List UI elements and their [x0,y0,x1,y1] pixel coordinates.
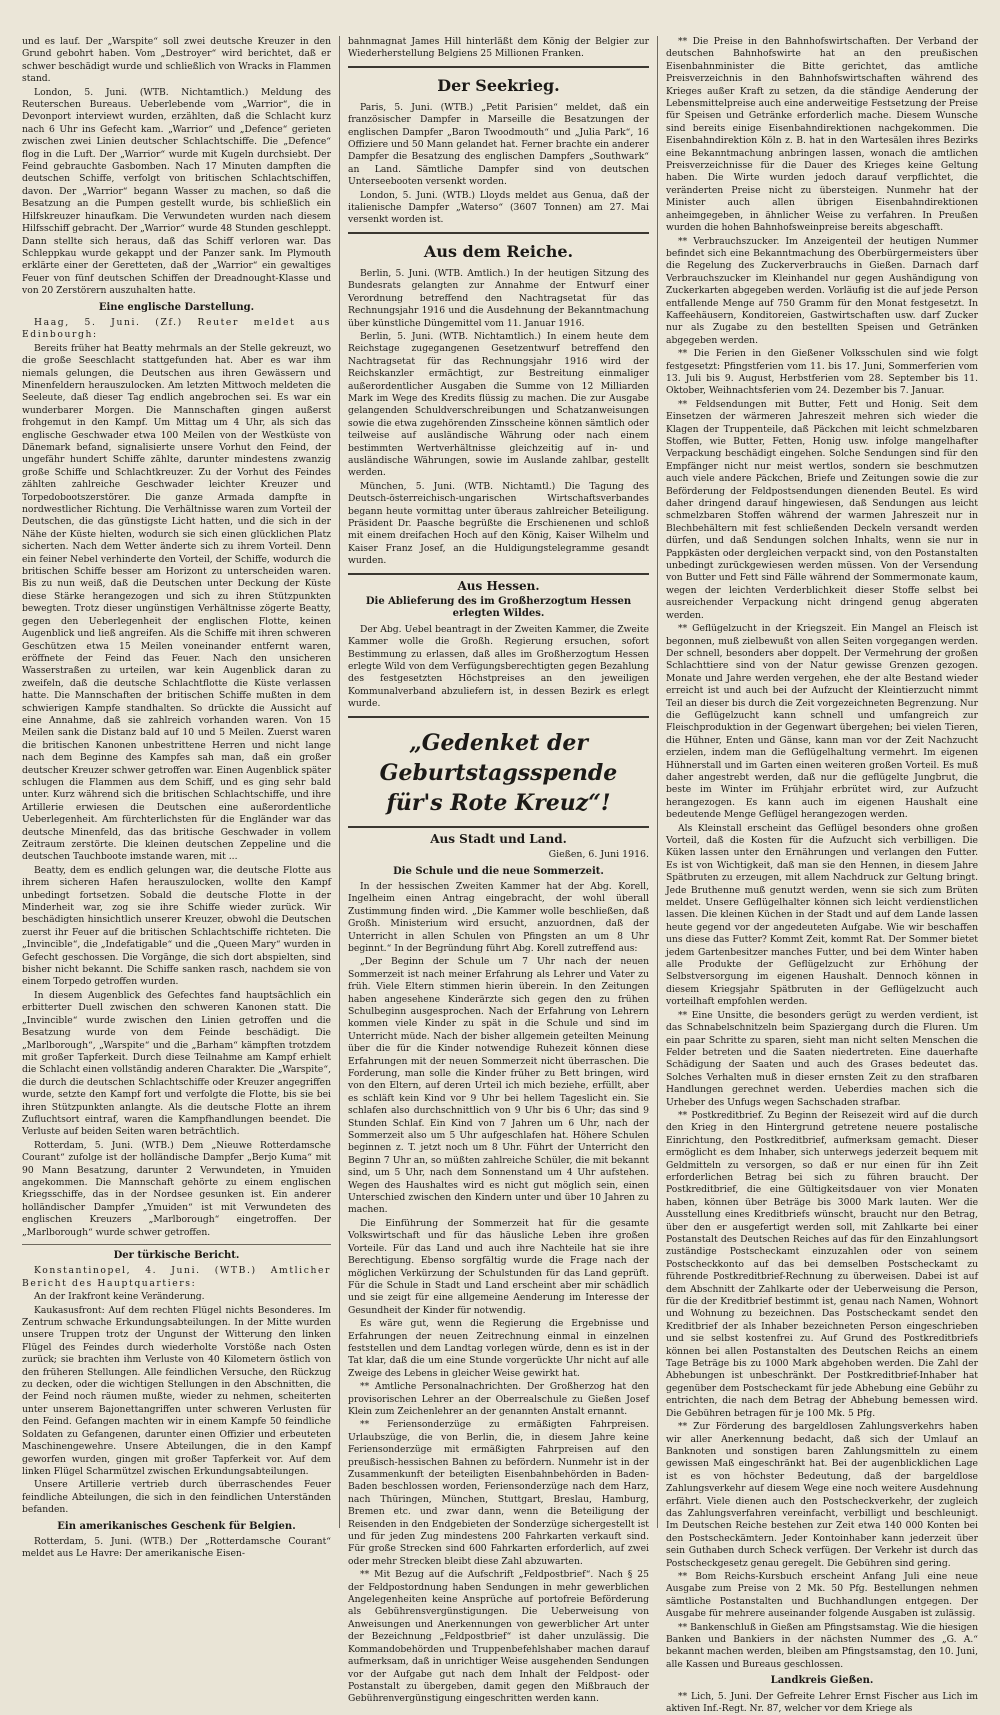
paragraph: Konstantinopel, 4. Juni. (WTB.) Amtlicher Bericht des Hauptquartiers: [22,1265,331,1289]
divider [22,1244,331,1245]
paragraph: ** Lich, 5. Juni. Der Gefreite Lehrer Ernst Fischer aus Lich im aktiven Inf.-Regt. Nr. 87, welcher vor dem Kriege als [666,1690,978,1715]
paragraph: In der hessischen Zweiten Kammer hat der Abg. Korell, Ingelheim einen Antrag eingebracht, der wohl überall Zustimmung finden wird. „Die Kammer wolle beschließen, daß Großh. Ministerium wird ersucht, anzuordnen, daß der Unterricht in allen Schulen von Pfingsten an um 8 Uhr beginnt.“ In der Begründung führt Abg. Korell zutreffend aus: [348,880,649,954]
column-middle [340,36,658,1705]
paragraph: ** Bankenschluß in Gießen am Pfingstsamstag. Wie die hiesigen Banken und Bankiers in der nächsten Nummer des „G. A.“ bekannt machen werden, bleiben am Pfingstsamstag, den 10. Juni, alle Kassen und Bureaus geschlossen. [666,1621,978,1670]
paragraph: Rotterdam, 5. Juni. (WTB.) Dem „Nieuwe Rotterdamsche Courant“ zufolge ist der holländische Dampfer „Berjo Kuma“ mit 90 Mann Besatzung, darunter 2 Verwundeten, in Ymuiden angekommen. Die Mannschaft gehörte zu einem englischen Kriegsschiffe, das in der Nordsee gesunken ist. Ein anderer holländischer Dampfer „Ymuiden“ ist mit Verwundeten des englischen Kreuzers „Marlborough“ eingetroffen. Der „Marlborough“ wurde schwer getroffen. [22,1139,331,1238]
paragraph: Kaukasusfront: Auf dem rechten Flügel nichts Besonderes. Im Zentrum schwache Erkundungsabteilungen. In der Mitte wurden unsere Truppen trotz der Ungunst der Witterung den linken Flügel des Feindes durch wiederholte Vorstöße nach Osten zurück; sie brachten ihm Verluste von 40 Kilometern östlich von den früheren Stellungen. Alle feindlichen Versuche, den Rückzug zu decken, oder die wichtigen Stellungen in den Abschnitten, die der Feind noch räumen mußte, wieder zu nehmen, scheiterten unter unserem Bajonettangriffen unter schweren Verlusten für den Feind. Gefangen machten wir in einem Kampfe 50 feindliche Soldaten zu Gefangenen, darunter einen Offizier und erbeuteten Maschinengewehre. Unsere Abteilungen, die in den Kampf geworfen wurden, gingen mit großer Tapferkeit vor. Auf dem linken Flügel Scharmützel zwischen Erkundungsabteilungen. [22,1304,331,1477]
paragraph: und es lauf. Der „Warspite“ soll zwei deutsche Kreuzer in den Grund gebohrt haben. Vom „Destroyer“ wird berichtet, daß er schwer beschädigt wurde und schließlich von Wracks in Flammen stand. [22,36,331,85]
heading-seekrieg: Der Seekrieg. [437,75,560,95]
paragraph: Berlin, 5. Juni. (WTB. Amtlich.) In der heutigen Sitzung des Bundesrats gelangten zur Annahme der Entwurf einer Verordnung betreffend den Nachtragsetat für das Rechnungsjahr 1916 und die Ausdehnung der Bekanntmachung über künstliche Düngemittel vom 11. Januar 1916. [348,267,649,329]
heading-aus-dem-reiche: Aus dem Reiche. [423,241,574,261]
paragraph: ** Die Preise in den Bahnhofswirtschaften. Der Verband der deutschen Bahnhofswirte hat an den preußischen Eisenbahnminister die Bitte gerichtet, das amtliche Preisverzeichnis in den Bahnhofswirtschaften während des Krieges außer Kraft zu setzen, da die ständige Aenderung der Lebensmittelpreise auch eine anderweitige Festsetzung der Preise für Speisen und Getränke erforderlich mache. Diesem Wunsche sind bereits einige Eisenbahndirektionen nachgekommen. Die Eisenbahndirektion Köln z. B. hat in den Wartesälen ihres Bezirks eine Bekanntmachung anbringen lassen, wonach die amtlichen Preisverzeichnisse für die Dauer des Krieges keine Geltung haben. Die Wirte wurden jedoch darauf verpflichtet, die veränderten Preise nicht zu übersteigen. Nunmehr hat der Minister auch allen übrigen Eisenbahndirektionen anheimgegeben, in ähnlicher Weise zu verfahren. In Preußen wurden die hohen Bahnhofsweinpreise bereits abgeschafft. [666,36,978,234]
divider [348,66,649,68]
subheading-wild: Die Ablieferung des im Großherzogtum Hessen erlegten Wildes. [365,596,632,620]
heading-english-account: Eine englische Darstellung. [98,301,255,313]
column-container [22,36,978,1715]
paragraph: Die Einführung der Sommerzeit hat für die gesamte Volkswirtschaft und für das häusliche Leben ihre großen Vorteile. Für das Land und auch ihre Nachteile hat sie ihre Berechtigung. Ebenso sorgfältig wurde die Frage nach der möglichen Verkürzung der Schulstunden für das Land geprüft. Für die Schule in Stadt und Land erscheint aber mir schädlich und sie zeigt für eine allgemeine Aenderung im Interesse der Gesundheit der Kinder für notwendig. [348,1217,649,1316]
paragraph: Paris, 5. Juni. (WTB.) „Petit Parisien“ meldet, daß ein französischer Dampfer in Marseille die Besatzungen der englischen Dampfer „Baron Twoodmouth“ und „Julia Park“, 16 Offiziere und 50 Mann gelandet hat. Ferner brachte ein anderer Dampfer die Besatzung des englischen Dampfers „Southwark“ an Land. Sämtliche Dampfer sind von deutschen Unterseebooten versenkt worden. [348,101,649,188]
dateline: Gießen, 6. Juni 1916. [548,849,649,861]
english-account [22,317,331,1239]
divider [348,232,649,234]
heading-schule-sommerzeit: Die Schule und die neue Sommerzeit. [393,865,604,877]
paragraph: Rotterdam, 5. Juni. (WTB.) Der „Rotterdamsche Courant“ meldet aus Le Havre: Der amerikanische Eisen- [22,1535,331,1560]
paragraph: Unsere Artillerie vertrieb durch überraschendes Feuer feindliche Abteilungen, die sich in den feindlichen Unterständen befanden. [22,1479,331,1516]
paragraph: London, 5. Juni. (WTB. Nichtamtlich.) Meldung des Reuterschen Bureaus. Ueberlebende vom „Warrior“, die in Devonport interviewt wurden, erzählten, daß die Schlacht kurz nach 6 Uhr ins Gefecht kam. „Warrior“ und „Defence“ gerieten zwischen zwei Linien deutscher Schlachtschiffe. Die „Defence“ flog in die Luft. Der „Warrior“ wurde mit Kugeln durchsiebt. Der Feind gebrauchte Gasbomben. Nach 17 Minuten dampften die deutschen Schiffe, verfolgt von britischen Schlachtschiffen, davon. Der „Warrior“ begann Wasser zu machen, so daß die Besatzung an die Pumpen gestellt wurde, bis schließlich ein Hilfskreuzer hinaufkam. Die Verwundeten wurden nach diesem Hilfsschiff gebracht. Der „Warrior“ wurde 48 Stunden geschleppt. Dann stellte sich heraus, daß das Schiff verloren war. Das Schleppkau wurde gekappt und der Panzer sank. Im Plymouth erklärte einer der Geretteten, daß der „Warrior“ ein gewaltiges Feuer von fünf deutschen Schiffen der Dreadnought-Klasse und von 20 Zerstörern auszuhalten hatte. [22,86,331,297]
paragraph: ** Mit Bezug auf die Aufschrift „Feldpostbrief“. Nach § 25 der Feldpostordnung haben Sendungen in mehr gewerblichen Angelegenheiten keine Ansprüche auf portofreie Beförderung als Gebührensvergünstigungen. Die Ueberweisung von Anweisungen und Anerkennungen von gewerblicher Art unter der Bezeichnung „Feldpostbrief“ ist daher unzulässig. Die Kommandobehörden und Truppenbefehlshaber machen darauf aufmerksam, daß in unrichtiger Weise ausgehenden Sendungen vor der Aufgabe gut nach dem Inhalt der Feldpost- oder Postanstalt zu übergeben, damit gegen den Mißbrauch der Gebührenvergünstigung eingeschritten werden kann. [348,1569,649,1705]
heading-stadt-und-land: Aus Stadt und Land. [430,831,567,846]
paragraph: ** Verbrauchszucker. Im Anzeigenteil der heutigen Nummer befindet sich eine Bekanntmachung des Oberbürgermeisters über die Regelung des Zuckerverbrauchs in Gießen. Darnach darf Verbrauchszucker im Kleinhandel nur gegen Aushändigung von Zuckerkarten abgegeben werden. Vorläufig ist die auf jede Person entfallende Menge auf 750 Gramm für den Monat festgesetzt. In Kaffeehäusern, Konditoreien, Gastwirtschaften usw. darf Zucker nur als Zugabe zu den bestellten Speisen und Getränken abgegeben werden. [666,235,978,346]
paragraph: ** Geflügelzucht in der Kriegszeit. Ein Mangel an Fleisch ist begonnen, muß zielbewußt von allen Seiten vorgegangen werden. Der schnell, besonders aber doppelt. Der Vermehrung der großen Schlachttiere sind von der Natur gewisse Grenzen gezogen. Monate und Jahre werden vergehen, ehe der alte Bestand wieder erreicht ist und auch bei der Aufzucht der Kleintierzucht nimmt Teil an dieser bis durch die Zeit vorgezeichneten Begrenzung. Nur die Geflügelzucht kann schnell und umfangreich zur Fleischproduktion in der Gegenwart übergehen; bei vielen Tieren, die Hühner, Enten und Gänse, kann man vor der Zeit Nachzucht erzielen, indem man die Geflügelhaltung vermehrt. Im eigenen Hühnerstall und im Garten einen weiteren großen Vorteil. Es muß daher angestrebt werden, daß nur die geflügelte Jungbrut, die beste im Winter im Frühjahr erbrütet wird, zur Aufzucht herangezogen. Es kann auch im eigenen Haushalt eine bedeutende Menge Geflügel herangezogen werden. [666,623,978,821]
paragraph: Es wäre gut, wenn die Regierung die Ergebnisse und Erfahrungen der neuen Zeitrechnung einmal in einzelnen feststellen und dem Landtag vorlegen würde, denn es ist in der Tat klar, daß die um eine Stunde vorgerückte Uhr nicht auf alle Zweige des Lebens in gleicher Weise gewirkt hat. [348,1318,649,1379]
paragraph: bahnmagnat James Hill hinterläßt dem König der Belgier zur Wiederherstellung Belgiens 25 Millionen Franken. [348,36,649,60]
divider [348,716,649,718]
paragraph: ** Eine Unsitte, die besonders gerügt zu werden verdient, ist das Schnabelschnitzeln beim Spaziergang durch die Fluren. Um ein paar Schritte zu sparen, sieht man nicht selten Menschen die Felder betreten und die Saaten niedertreten. Eine dauerhafte Schädigung der Saaten und auch des Grases bedeutet das. Solches Verhalten muß in dieser ernsten Zeit zu den strafbaren Handlungen gerechnet werden. Ueberdies machen sich die Urheber des Unfugs wegen Sachschaden strafbar. [666,1009,978,1108]
column-right [658,36,978,1715]
paragraph: ** Feriensonderzüge zu ermäßigten Fahrpreisen. Urlaubszüge, die von Berlin, die, in diesem Jahre keine Feriensonderzüge mit ermäßigten Fahrpreisen auf den preußisch-hessischen Bahnen zu befördern. Nunmehr ist in der Zusammenkunft der beteiligten Eisenbahnbehörden in Baden-Baden beschlossen worden, Feriensonderzüge nach dem Harz, nach Thüringen, München, Stuttgart, Breslau, Hamburg, Bremen etc. und zwar dann, wenn die Beteiligung der Reisenden in den Endgebieten der Sonderzüge sichergestellt ist und für jeden Zug mindestens 200 Fahrkarten verkauft sind. Für große Strecken sind 600 Fahrkarten erforderlich, auf zwei oder mehr Strecken bleibt diese Zahl abzuwarten. [348,1419,649,1567]
turkish-report [22,1265,331,1516]
heading-landkreis: Landkreis Gießen. [770,1675,874,1687]
paragraph: Haag, 5. Juni. (Zf.) Reuter meldet aus Edinbourgh: [22,316,331,341]
paragraph: ** Postkreditbrief. Zu Beginn der Reisezeit wird auf die durch den Krieg in den Hintergrund getretene neuere postalische Einrichtung, den Postkreditbrief, aufmerksam gemacht. Dieser ermöglicht es dem Inhaber, sich unterwegs jederzeit bequem mit Geldmitteln zu versorgen, so daß er nur einen für ihn Zeit erforderlichen Betrag bei sich zu führen braucht. Der Postkreditbrief, die eine Gültigkeitsdauer von vier Monaten haben, können über Beträge bis 3000 Mark lauten. Wer die Ausstellung eines Kreditbriefs wünscht, braucht nur den Betrag, über den er ausgefertigt werden soll, mit Zahlkarte bei einer Postanstalt des Deutschen Reiches auf das für den Einzahlungsort zuständige Postscheckamt einzuzahlen oder von seinem Postscheckkonto auf das bei demselben Postscheckamt zu führende Postkreditbrief-Rechnung zu überweisen. Dabei ist auf dem Abschnitt der Zahlkarte oder der Ueberweisung die Person, für die der Kreditbrief bestimmt ist, genau nach Namen, Wohnort und Wohnung zu bezeichnen. Das Postscheckamt sendet den Kreditbrief der als Inhaber bezeichneten Person eingeschrieben und sie selbst kostenfrei zu. Auf Grund des Postkreditbriefs können bei allen Postanstalten des Deutschen Reichs an einem Tage Beträge bis zu 1000 Mark abgehoben werden. Die Zahl der Abhebungen ist unbeschränkt. Der Postkreditbrief-Inhaber hat gegenüber dem Postscheckamt für jede Abhebung eine Gebühr zu entrichten, die nach dem Betrag der Abhebung bemessen wird. Die Gebühren betragen für je 100 Mk. 5 Pfg. [666,1109,978,1419]
paragraph: ** Die Ferien in den Gießener Volksschulen sind wie folgt festgesetzt: Pfingstferien vom 11. bis 17. Juni, Sommerferien vom 13. Juli bis 9. August, Herbstferien vom 28. September bis 11. Oktober, Weihnachtsferien vom 24. Dezember bis 7. Januar. [666,348,978,397]
paragraph: Der Abg. Uebel beantragt in der Zweiten Kammer, die Zweite Kammer wolle die Großh. Regierung ersuchen, sofort Bestimmung zu erlassen, daß alles im Großherzogtum Hessen erlegte Wild von dem Verfügungsberechtigten gegen Bezahlung des festgesetzten Höchstpreises an den jeweiligen Kommunalverband abzuliefern ist, in dessen Bezirk es erlegt wurde. [348,623,649,710]
paragraph: ** Feldsendungen mit Butter, Fett und Honig. Seit dem Einsetzen der wärmeren Jahreszeit mehren sich wieder die Klagen der Truppenteile, daß Päckchen mit leicht schmelzbaren Stoffen, wie Butter, Fetten, Honig usw. infolge mangelhafter Verpackung beschädigt eingehen. Solche Sendungen sind für den Empfänger nicht nur meist wertlos, sondern sie beschmutzen auch viele andere Päckchen, Briefe und Zeitungen sowie die zur Beförderung der Feldpostsendungen dienenden Beutel. Es wird daher dringend darauf hingewiesen, daß Sendungen aus leicht schmelzbaren Stoffen während der warmen Jahreszeit nur in Blechbehältern mit fest schließenden Deckeln versandt werden dürfen, und daß Sendungen solchen Inhalts, wenn sie nur in Pappkästen oder dergleichen verpackt sind, von den Postanstalten unbedingt zurückgewiesen werden müssen. Von der Versendung von Butter und Fett sind Fälle während der Sommermonate kaum, wegen der leichten Verderblichkeit dieser Stoffe selbst bei ausreichender Verpackung nicht dringend genug abgeraten werden. [666,398,978,621]
heading-turkish-report: Der türkische Bericht. [113,1250,240,1261]
heading-american-gift: Ein amerikanisches Geschenk für Belgien. [57,1520,296,1532]
paragraph: Berlin, 5. Juni. (WTB. Nichtamtlich.) In einem heute dem Reichstage zugegangenen Gesetzentwurf betreffend den Nachtragsetat für das Rechnungsjahr 1916 wird der Reichskanzler ermächtigt, zur Bestreitung einmaliger außerordentlicher Ausgaben die Summe von 12 Milliarden Mark im Wege des Kredits flüssig zu machen. Die zur Ausgabe gelangenden Schuldverschreibungen und Schatzanweisungen sowie die etwa zugehörenden Zinsscheine können sämtlich oder teilweise auf ausländische Währung oder nach einem bestimmten Wertverhältnisse gleichzeitig auf in- und ausländische Währungen, sowie im Auslande zahlbar, gestellt werden. [348,330,649,479]
paragraph: München, 5. Juni. (WTB. Nichtamtl.) Die Tagung des Deutsch-österreichisch-ungarischen Wirtschaftsverbandes begann heute vormittag unter überaus zahlreicher Beteiligung. Präsident Dr. Paasche begrüßte die Erschienenen und schloß mit einem dreifachen Hoch auf den König, Kaiser Wilhelm und Kaiser Franz Josef, an die Huldigungstelegramme gesandt wurden. [348,480,649,567]
paragraph: ** Bom Reichs-Kursbuch erscheint Anfang Juli eine neue Ausgabe zum Preise von 2 Mk. 50 Pfg. Bestellungen nehmen sämtliche Postanstalten und Buchhandlungen entgegen. Der Ausgabe für mehrere auseinander folgende Ausgaben ist zulässig. [666,1570,978,1620]
paragraph: ** Amtliche Personalnachrichten. Der Großherzog hat den provisorischen Lehrer an der Oberrealschule zu Gießen Josef Klein zum Zeichenlehrer an der genannten Anstalt ernannt. [348,1381,649,1417]
divider [348,573,649,575]
paragraph: ** Zur Förderung des bargeldlosen Zahlungsverkehrs haben wir aller Anerkennung bedacht, daß sich der Umlauf an Banknoten und sonstigen baren Zahlungsmitteln zu einem gewissen Maß eingeschränkt hat. Bei der augenblicklichen Lage ist es von höchster Bedeutung, daß der bargeldlose Zahlungsverkehr auf diesem Wege eine noch weitere Ausdehnung erfährt. Viele dienen auch den Postscheckverkehr, der zugleich das Zahlungsverfahren vereinfacht, verbilligt und beschleunigt. Im Deutschen Reiche bestehen zur Zeit etwa 140 000 Konten bei den Postscheckämtern. Jeder Kontoinhaber kann jederzeit über sein Guthaben durch Scheck verfügen. Der Verkehr ist durch das Postscheckgesetz genau geregelt. Die Gebühren sind gering. [666,1421,978,1569]
column-left [22,36,340,1560]
divider [348,826,649,828]
paragraph: London, 5. Juni. (WTB.) Lloyds meldet aus Genua, daß der italienische Dampfer „Waterso“ (3607 Tonnen) am 27. Mai versenkt worden ist. [348,189,649,226]
paragraph: An der Irakfront keine Veränderung. [34,1291,205,1303]
paragraph: „Der Beginn der Schule um 7 Uhr nach der neuen Sommerzeit ist nach meiner Erfahrung als Lehrer und Vater zu früh. Viele Eltern stimmen hierin überein. In den Zeitungen haben angesehene Kinderärzte sich gegen den zu frühen Schulbeginn ausgesprochen. Nach der Erfahrung von Lehrern kommen viele Kinder zu spät in die Schule und sind im Unterricht müde. Nach der bisher allgemein geteilten Meinung über die für die Kinder notwendige Ruhezeit können diese Erfahrungen mit der neuen Sommerzeit nicht überraschen. Die Forderung, man solle die Kinder früher zu Bett bringen, wird von den Eltern, auf deren Urteil ich mich beziehe, erfüllt, aber es schläft kein Kind vor 9 Uhr bei hellem Tageslicht ein. Sie schlafen also durchschnittlich von 9 Uhr bis 6 Uhr; das sind 9 Stunden Schlaf. Ein Kind von 7 Jahren um 6 Uhr, nach der Sommerzeit also um 5 Uhr aufgeschlafen hat. Höhere Schulen beginnen z. T. jetzt noch um 8 Uhr. Führt der Unterricht den Beginn 7 Uhr an, so müßten zahlreiche Schüler, die mit bekannt sind, um 5 Uhr, nach dem Sonnenstand um 4 Uhr aufstehen. Wegen des Haushaltes wird es nicht gut möglich sein, einen Unterschied zwischen den Kindern unter und über 10 Jahren zu machen. [348,956,649,1216]
warspite-report [22,36,331,298]
paragraph: Als Kleinstall erscheint das Geflügel besonders ohne großen Vorteil, daß die Kosten für die Aufzucht sich verbilligen. Die Küken lassen unter den Ernährungen und verlangen den Futter. Es ist von Wichtigkeit, daß man sie den Hennen, in diesem Jahre Spätbruten zu erzeugen, mit allem Nachdruck zur Geltung bringt. Jede Bruthenne muß genutzt werden, wenn sie sich zum Brüten meldet. Unsere Geflügelhalter können sich leicht verdienstlichen lassen. Die kleinen Küchen in der Stadt und auf dem Lande lassen heute gegend vor der angedeuteten Aufgabe. Wie wir beschaffen uns diese das Futter? Kommt Zeit, kommt Rat. Der Sommer bietet jedem Gartenbesitzer manches Futter, und bei dem Winter haben alle Produkte der Geflügelzucht zur Erhöhung der Selbstversorgung im eigenen Haushalt. Dennoch können in diesem Kriegsjahr Spätbruten in der Geflügelzucht auch vorteilhaft empfohlen werden. [666,822,978,1008]
red-cross-banner: „Gedenket der Geburtstagsspende für's Rote Kreuz“! [379,729,618,816]
heading-aus-hessen: Aus Hessen. [457,578,540,593]
paragraph: Bereits früher hat Beatty mehrmals an der Stelle gekreuzt, wo die große Seeschlacht stattgefunden hat. Aber es war ihm niemals gelungen, die Deutschen aus ihren Gewässern und Minenfeldern herauszulocken. Am letzten Mittwoch meldeten die Seeleute, daß dieser Tag endlich angebrochen sei. Es war ein wunderbarer Morgen. Die Mannschaften gingen außerst frohgemut in den Kampf. Um Mittag um 4 Uhr, als sich das englische Geschwader etwa 100 Meilen von der Westküste von Dänemark befand, signalisierte unsere Vorhut den Feind, der ungefähr hundert Schiffe zählte, darunter mindestens zwanzig große Schiffe und Schlachtkreuzer. Zu der Vorhut des Feindes zählten zahlreiche Geschwader leichter Kreuzer und Torpedobootszerstörer. Die ganze Armada dampfte in nordwestlicher Richtung. Die Verhältnisse waren zum Vorteil der Deutschen, die das günstigste Licht hatten, und die sich in der Nähe der Küste hielten, wodurch sie sich einen glücklichen Platz sicherten. Nach dem Wetter änderte sich zu ihrem Vorteil. Denn ein feiner Nebel verhinderte den Vorteil, der Schiffe, wodurch die britischen Schiffe besser am Horizont zu unterscheiden waren. Bis zu nun weiß, daß die Deutschen unter Deckung der Küste diese Stärke herangezogen und sich zu ihren Stützpunkten bewegten. Trotz dieser ungünstigen Verhältnisse zögerte Beatty, gegen den Ueberlegenheit der englischen Flotte, keinen Augenblick und ließ angreifen. Als die Schiffe mit ihren schweren Geschützen etwa 15 Meilen voneinander entfernt waren, eröffnete der Feind das Feuer. Nach den unsicheren Wasserstraßen zu urteilen, war kein Augenblick daran zu zweifeln, daß die deutsche Schlachtflotte die Küste verlassen hatte. Die Mannschaften der britischen Schiffe mußten in dem schwierigen Kampfe standhalten. So drückte die Aussicht auf eine Annahme, daß sie zahlreich vorhanden waren. Von 15 Meilen sank die Distanz bald auf 10 und 5 Meilen. Zuerst waren die britischen Kanonen unbestrittene Herren und nicht lange nach dem Beginne des Kampfes sah man, daß ein großer deutscher Kreuzer schwer getroffen war. Einen Augenblick später schlugen die Flammen aus dem Schiff, und es ging sehr bald unter. Kurz während sich die britischen Schlachtschiffe, und ihre Artillerie erwiesen die Deutschen eine außerordentliche Ueberlegenheit. Am fürchterlichsten für die Engländer war das deutsche Minenfeld, das das britische Geschwader in vollem Zeitraum zerstörte. Die kleinen deutschen Zeppeline und die deutschen Tauchboote imstande waren, mit ... [22,342,331,863]
paragraph: Beatty, dem es endlich gelungen war, die deutsche Flotte aus ihrem sicheren Hafen herauszulocken, wollte den Kampf unbedingt fortsetzen. Sobald die deutsche Flotte in der Minderheit war, zog sie ihre Schiffe wieder zurück. Wir beschädigten hinsichtlich unserer Kreuzer, obwohl die Deutschen zuerst ihr Feuer auf die britischen Schlachtschiffe richteten. Die „Invincible“, die „Indefatigable“ und die „Queen Mary“ wurden in Gefecht geschossen. Die Vorgänge, die sich dort abspielten, sind bisher nicht bekannt. Die Schiffe sanken rasch, nachdem sie von einem Torpedo getroffen wurden. [22,864,331,988]
paragraph: In diesem Augenblick des Gefechtes fand hauptsächlich ein erbitterter Duell zwischen den schweren Kanonen statt. Die „Invincible“ wurde zwischen den Linien getroffen und die Besatzung wurde von dem Feinde beschädigt. Die „Marlborough“, „Warspite“ und die „Barham“ kämpften trotzdem mit großer Tapferkeit. Durch diese Teilnahme am Kampf erhielt die Schlacht einen vollständig anderen Charakter. Die „Warspite“, die durch die deutschen Schlachtschiffe oder Kreuzer angegriffen wurde, setzte den Kampf fort und verfolgte die Flotte, bis sie bei ihren Stützpunkten anlangte. Als die deutsche Flotte an ihrem Zufluchtsort eintraf, waren die Kampfhandlungen beendet. Die Verluste auf beiden Seiten waren beträchtlich. [22,989,331,1138]
